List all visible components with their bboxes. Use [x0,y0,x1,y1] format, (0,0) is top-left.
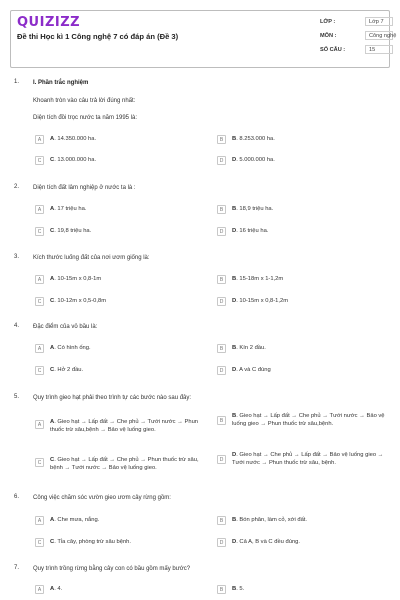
option-letter-label: C [50,457,55,463]
option-letter-label: B [232,136,237,142]
option-letter: D [217,538,226,547]
option-letter: D [217,455,226,464]
option-letter-label: D [232,157,237,163]
section-instruction: Khoanh tròn vào câu trả lời đúng nhất: [33,98,136,104]
option-letter: B [217,275,226,284]
worksheet-header [10,10,397,68]
option-letter: C [35,227,44,236]
option-letter-label: A [50,206,55,212]
option-letter: C [35,538,44,547]
option-text: A và C đúng [239,367,271,373]
option-text: Tỉa cây, phòng trừ sâu bệnh. [57,539,132,545]
option-letter-label: D [232,228,237,234]
question-number: 5. [14,394,20,400]
question-number: 7. [14,565,20,571]
option-letter-label: A [50,586,55,592]
question-stem: Công việc chăm sóc vườn gieo ươm cây rừng gồm: [33,495,171,501]
option-letter-label: C [50,367,55,373]
section-title: I. Phần trắc nghiệm [33,80,89,86]
option-letter-label: A [50,517,55,523]
option-text: Kín 2 đầu. [239,345,266,351]
option-letter: A [35,205,44,214]
option-letter-label: B [232,517,237,523]
option-text: Gieo hạt → Che phủ → Lấp đất → Bảo vệ luống gieo → Tưới nước → Phun thuốc trừ sâu, bệnh. [232,452,384,466]
option-text: Gieo hạt → Lấp đất → Che phủ → Tưới nước → Phun thuốc trừ sâu,bệnh → Bảo vệ luống gieo. [50,419,199,433]
question-stem: Đặc điểm của vỏ bầu là: [33,324,98,330]
quizizz-logo: QUIZIZZ [17,15,81,30]
option-letter: B [217,205,226,214]
meta-label: SỐ CÂU : [320,47,346,53]
option-text: 4. [57,586,63,592]
option-letter-label: A [50,136,55,142]
option-letter-label: B [232,413,237,419]
option-letter: D [217,227,226,236]
option-letter: A [35,420,44,429]
option-letter: D [217,366,226,375]
option-letter-label: A [50,345,55,351]
option-letter-label: C [50,539,55,545]
question-stem: Kích thước luống đất của nơi ươm giống là: [33,255,150,261]
option-text: Gieo hạt → Lấp đất → Che phủ → Tưới nước → Bảo vệ luống gieo → Phun thuốc trừ sâu,bệnh. [232,413,385,427]
option-text: 10-15m x 0,8-1m [57,276,102,282]
option-text: Che mưa, nắng. [57,517,100,523]
option-letter: C [35,458,44,467]
option-text: 13.000.000 ha. [57,157,97,163]
worksheet-title: Đề thi Học kì 1 Công nghệ 7 có đáp án (Đề 3) [17,32,179,41]
option-letter: B [217,585,226,594]
question-number: 1. [14,79,20,85]
option-letter-label: D [232,367,237,373]
option-text: Bón phân, làm cỏ, xới đất. [239,517,308,523]
option-letter: D [217,297,226,306]
option-text: 19,8 triệu ha. [57,228,92,234]
option-text: 5. [239,586,245,592]
option-letter-label: D [232,539,237,545]
option-text: 17 triệu ha. [57,206,87,212]
question-number: 6. [14,494,20,500]
option-letter: C [35,366,44,375]
option-text: 14.350.000 ha. [57,136,97,142]
question-stem: Quy trình gieo hạt phải theo trình tự các bước nào sau đây: [33,395,192,401]
meta-label: MÔN : [320,33,337,39]
question-stem: Quy trình trồng rừng bằng cây con có bầu gồm mấy bước? [33,566,191,572]
option-letter-label: B [232,206,237,212]
option-letter: C [35,297,44,306]
option-letter-label: A [50,276,55,282]
option-letter: C [35,156,44,165]
option-text: 10-12m x 0,5-0,8m [57,298,107,304]
question-number: 4. [14,323,20,329]
option-text: Có hình ống. [57,345,91,351]
option-letter-label: A [50,419,55,425]
option-text: 16 triệu ha. [239,228,269,234]
option-letter: B [217,516,226,525]
option-letter: A [35,516,44,525]
option-text: 8.253.000 ha. [239,136,275,142]
meta-value: 15 [365,45,393,54]
option-letter-label: B [232,586,237,592]
option-letter-label: D [232,452,237,458]
option-letter-label: B [232,345,237,351]
option-text: 10-15m x 0,8-1,2m [239,298,289,304]
option-letter-label: C [50,298,55,304]
option-letter-label: C [50,157,55,163]
question-stem: Diện tích đồi trọc nước ta năm 1995 là: [33,115,138,121]
option-text: 15-18m x 1-1,2m [239,276,284,282]
option-text: 18,9 triệu ha. [239,206,274,212]
option-letter-label: B [232,276,237,282]
meta-value: Công nghệ [365,31,393,40]
question-number: 2. [14,184,20,190]
option-letter-label: C [50,228,55,234]
option-letter-label: D [232,298,237,304]
option-text: Cả A, B và C đều đúng. [239,539,301,545]
option-text: Gieo hạt → Lấp đất → Che phủ → Phun thuốc trừ sâu, bệnh → Tưới nước → Bảo vệ luống gieo. [50,457,199,471]
option-text: 5.000.000 ha. [239,157,275,163]
option-letter: B [217,344,226,353]
option-letter: D [217,156,226,165]
option-letter: A [35,275,44,284]
question-number: 3. [14,254,20,260]
option-letter: A [35,585,44,594]
option-text: Hở 2 đầu. [57,367,84,373]
option-letter: A [35,135,44,144]
option-letter: B [217,135,226,144]
question-stem: Diện tích đất lâm nghiệp ở nước ta là : [33,185,136,191]
option-letter: B [217,416,226,425]
meta-value: Lớp 7 [365,17,393,26]
meta-label: LỚP : [320,19,336,25]
option-letter: A [35,344,44,353]
